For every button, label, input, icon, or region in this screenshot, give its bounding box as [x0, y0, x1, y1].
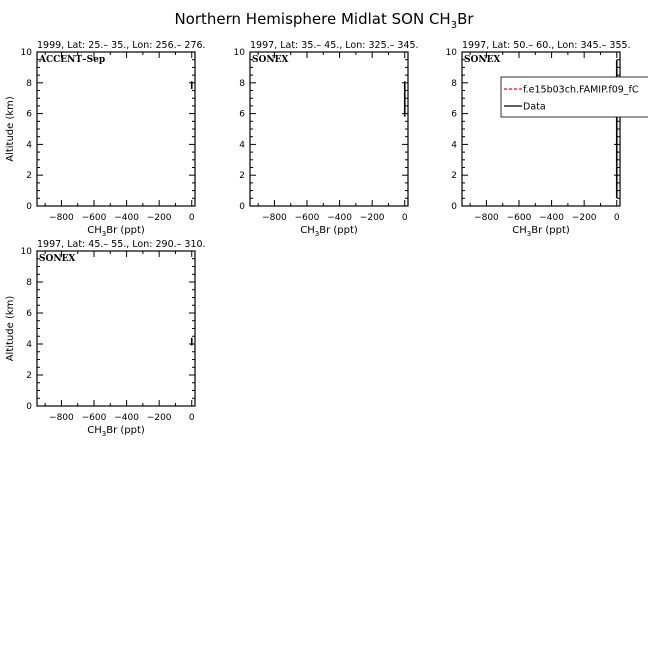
- x-axis-label: $CH_3Br$ (ppt): [512, 225, 570, 238]
- x-axis-label: $CH_3Br$ (ppt): [87, 425, 145, 438]
- y-tick-label: 8: [451, 78, 457, 89]
- x-tick-label: −400: [114, 213, 139, 223]
- x-tick-label: 0: [188, 413, 195, 423]
- x-tick-label: −200: [146, 213, 172, 223]
- x-tick-label: 0: [188, 213, 195, 223]
- y-tick-label: 4: [26, 140, 32, 151]
- legend-label: Data: [523, 101, 546, 113]
- x-tick-label: 0: [613, 213, 620, 223]
- panel-title: 1997, Lat: 35.– 45., Lon: 325.– 345.: [250, 40, 419, 51]
- chart-panel-1: [5, 40, 206, 238]
- x-axis-label: $CH_3Br$ (ppt): [300, 225, 358, 238]
- panel-title: 1997, Lat: 50.– 60., Lon: 345.– 355.: [462, 40, 631, 51]
- panels: [5, 40, 648, 438]
- plot-frame: [37, 52, 195, 206]
- y-tick-label: 0: [451, 202, 457, 212]
- y-axis-label: Altitude (km): [5, 96, 16, 162]
- y-tick-label: 2: [239, 171, 245, 182]
- y-axis-label: Altitude (km): [5, 295, 16, 362]
- y-tick-label: 0: [239, 202, 245, 212]
- y-tick-label: 6: [451, 109, 457, 120]
- y-tick-label: 2: [451, 171, 457, 182]
- x-tick-label: −600: [81, 413, 107, 423]
- x-axis-label: $CH_3Br$ (ppt): [87, 225, 145, 238]
- y-tick-label: 6: [26, 109, 32, 120]
- plot-frame: [462, 52, 620, 206]
- y-tick-label: 4: [451, 140, 457, 151]
- legend: [501, 77, 648, 117]
- x-tick-label: −400: [327, 213, 352, 223]
- x-tick-label: −600: [81, 213, 107, 223]
- x-tick-label: −600: [294, 213, 320, 223]
- chart-panel-3: [446, 40, 648, 238]
- x-tick-label: −200: [146, 413, 172, 423]
- x-tick-label: 0: [401, 213, 408, 223]
- y-tick-label: 6: [239, 109, 245, 120]
- y-tick-label: 4: [239, 140, 245, 151]
- campaign-label: SONEX: [39, 254, 76, 264]
- y-tick-label: 8: [239, 78, 245, 89]
- y-tick-label: 8: [26, 278, 32, 288]
- x-tick-label: −800: [49, 213, 74, 223]
- x-tick-label: −200: [571, 213, 597, 223]
- figure-title: Northern Hemisphere Midlat SON $CH_3Br$: [174, 10, 474, 31]
- y-tick-label: 0: [26, 202, 32, 212]
- panel-title: 1997, Lat: 45.– 55., Lon: 290.– 310.: [37, 239, 206, 250]
- legend-label: f.e15b03ch.FAMIP.f09_fC: [523, 84, 639, 96]
- x-tick-label: −400: [539, 213, 564, 223]
- plot-frame: [37, 251, 195, 406]
- panel-title: 1999, Lat: 25.– 35., Lon: 256.– 276.: [37, 40, 206, 51]
- campaign-label: SONEX: [252, 55, 289, 65]
- chart-panel-2: [234, 40, 419, 238]
- y-tick-label: 10: [20, 48, 32, 58]
- y-tick-label: 2: [26, 171, 32, 182]
- y-tick-label: 6: [26, 309, 32, 319]
- x-tick-label: −600: [506, 213, 532, 223]
- x-tick-label: −800: [474, 213, 499, 223]
- campaign-label: ACCENT–Sep: [39, 55, 106, 65]
- chart-panel-4: [5, 239, 206, 438]
- x-tick-label: −400: [114, 413, 139, 423]
- y-tick-label: 0: [26, 402, 32, 412]
- y-tick-label: 8: [26, 78, 32, 89]
- y-tick-label: 2: [26, 371, 32, 381]
- campaign-label: SONEX: [464, 55, 501, 65]
- x-tick-label: −800: [49, 413, 74, 423]
- x-tick-label: −200: [359, 213, 385, 223]
- y-tick-label: 10: [445, 48, 457, 58]
- x-tick-label: −800: [262, 213, 287, 223]
- plot-frame: [250, 52, 408, 206]
- y-tick-label: 4: [26, 340, 32, 350]
- y-tick-label: 10: [20, 247, 32, 257]
- y-tick-label: 10: [233, 48, 245, 58]
